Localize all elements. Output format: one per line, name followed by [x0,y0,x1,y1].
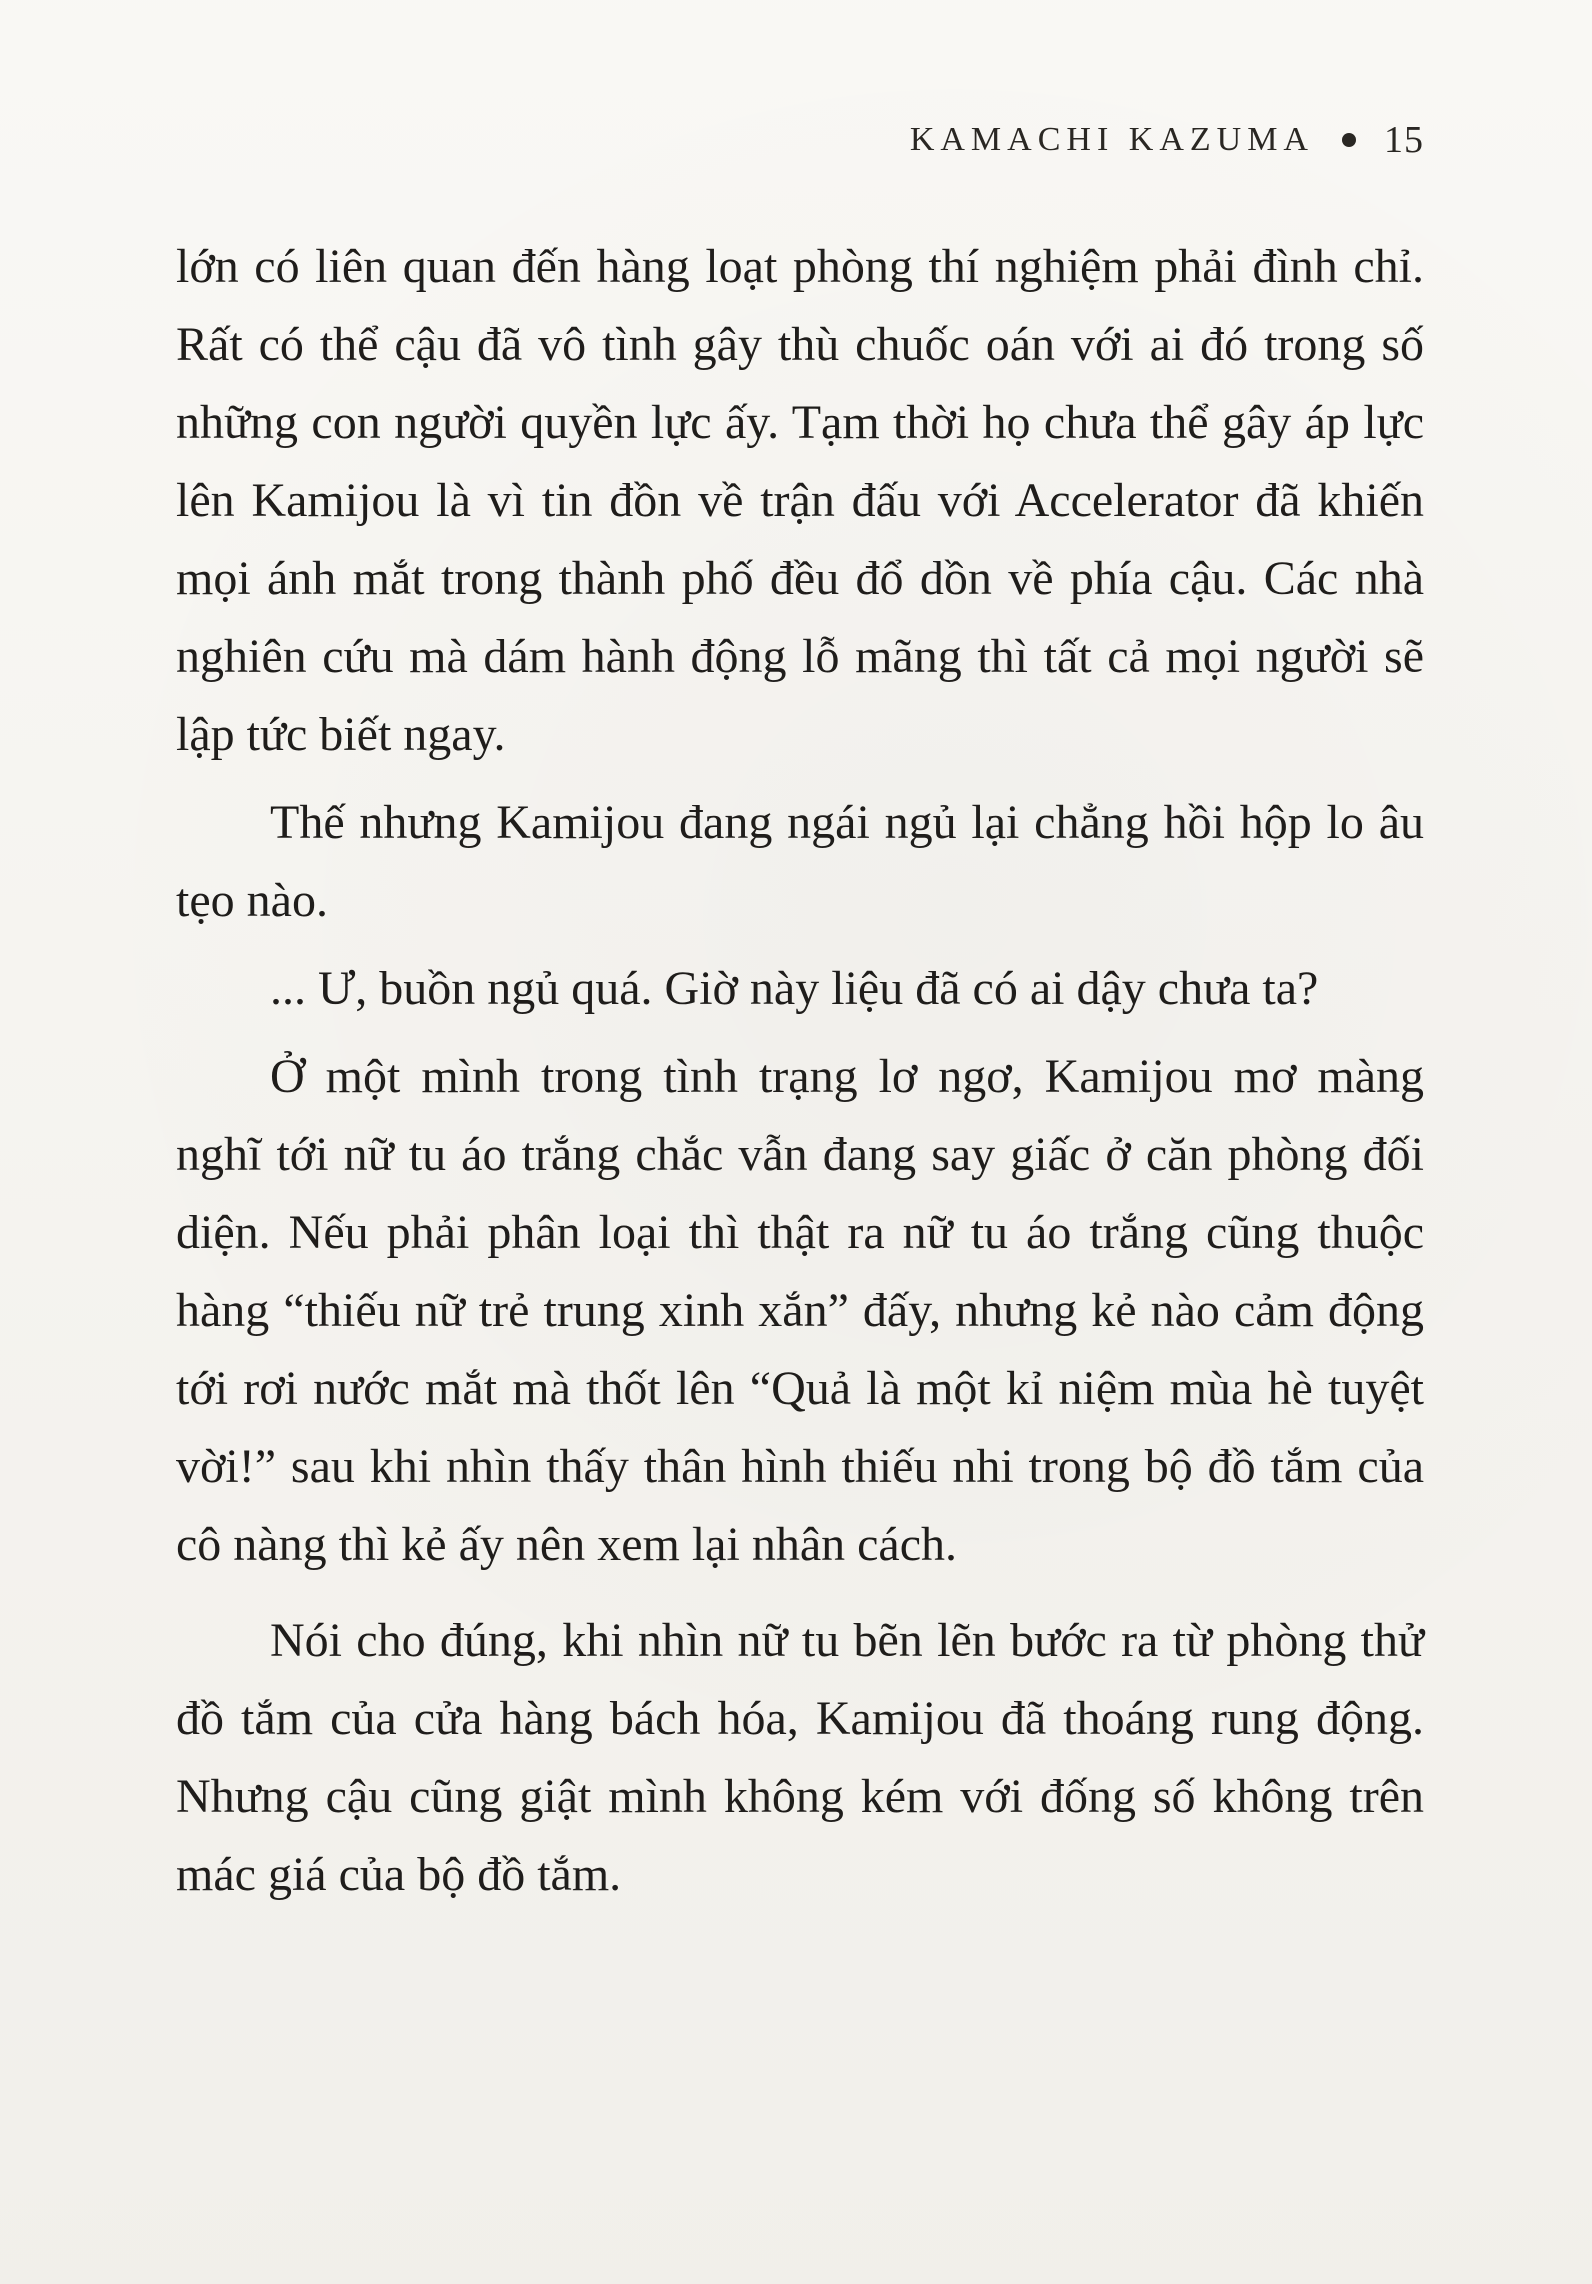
paragraph-1: lớn có liên quan đến hàng loạt phòng thí nghiệm phải đình chỉ. Rất có thể cậu đã vô tình gây thù chuốc oán với ai đó trong số những con người quyền lực ấy. Tạm thời họ chưa thể gây áp lực lên Kamijou là vì tin đồn về trận đấu với Accelerator đã khiến mọi ánh mắt trong thành phố đều đổ dồn về phía cậu. Các nhà nghiên cứu mà dám hành động lỗ mãng thì tất cả mọi người sẽ lập tức biết ngay. [176,240,1424,761]
paragraph-4: Ở một mình trong tình trạng lơ ngơ, Kamijou mơ màng nghĩ tới nữ tu áo trắng chắc vẫn đang say giấc ở căn phòng đối diện. Nếu phải phân loại thì thật ra nữ tu áo trắng cũng thuộc hàng “thiếu nữ trẻ trung xinh xắn” đấy, nhưng kẻ nào cảm động tới rơi nước mắt mà thốt lên “Quả là một kỉ niệm mùa hè tuyệt vời!” sau khi nhìn thấy thân hình thiếu nhi trong bộ đồ tắm của cô nàng thì kẻ ấy nên xem lại nhân cách. [176,1050,1424,1571]
paragraph-2: Thế nhưng Kamijou đang ngái ngủ lại chẳng hồi hộp lo âu tẹo nào. [176,796,1424,927]
paragraph-3: ... Ư, buồn ngủ quá. Giờ này liệu đã có ai dậy chưa ta? [270,962,1319,1015]
page-number: 15 [1384,119,1424,161]
running-title: KAMACHI KAZUMA [909,121,1314,158]
bullet-separator-icon [1342,133,1356,147]
page-header [910,118,1424,162]
body-text [176,228,1424,1914]
paragraph-5: Nói cho đúng, khi nhìn nữ tu bẽn lẽn bước ra từ phòng thử đồ tắm của cửa hàng bách hóa, Kamijou đã thoáng rung động. Nhưng cậu cũng giật mình không kém với đống số không trên mác giá của bộ đồ tắm. [176,1614,1424,1901]
